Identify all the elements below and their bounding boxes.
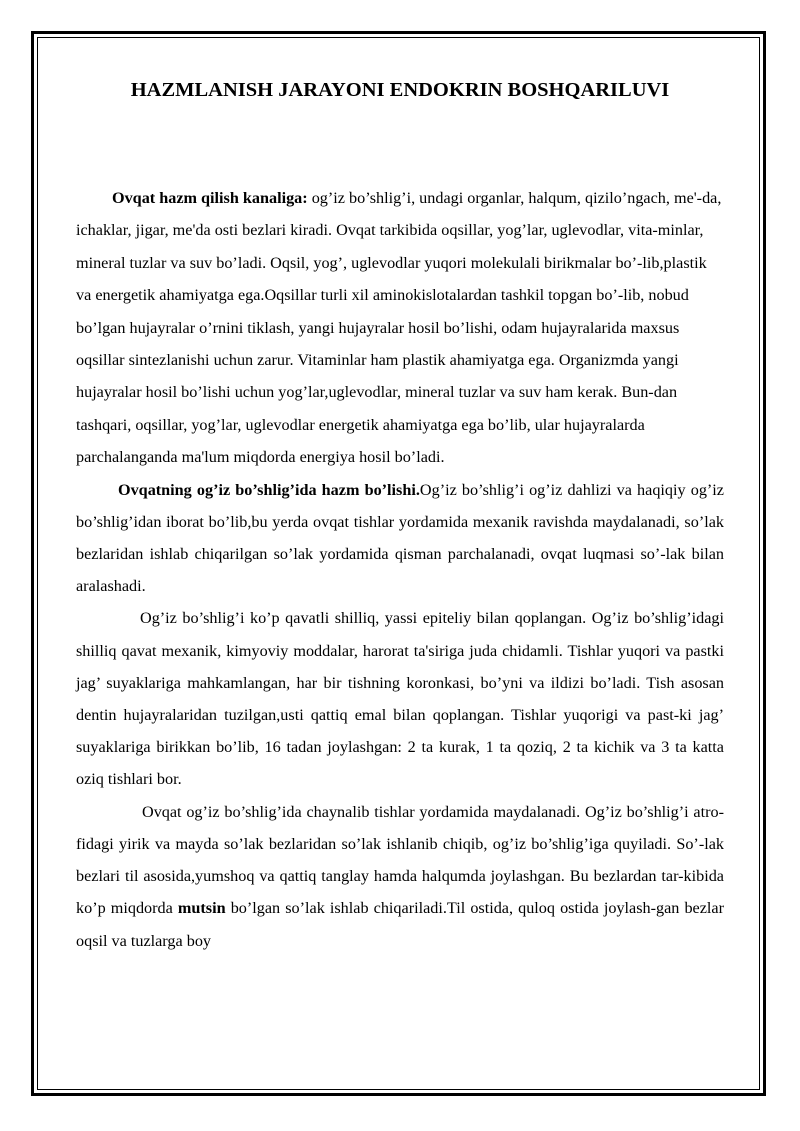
paragraph-text: Ovqat og’iz bo’shlig’ida chaynalib tishlar yordamida maydalanadi. Og’iz bo’shlig’i atro-fidagi yirik va mayda so’lak bezlaridan so’lak ishlanib chiqib, og’iz bo’shlig’iga quyiladi. So’-lak bezlari til asosida,yumshoq va qattiq tanglay hamda halqumda joylashgan. Bu bezlardan tar-kibida ko’p miqdorda bbox=[76, 802, 724, 918]
paragraph-oral-digestion bbox=[76, 474, 724, 603]
paragraph-text: bo’lgan so’lak ishlab chiqariladi.Til ostida, quloq ostida joylash-gan bezlar oqsil va tuzlarga boy bbox=[76, 899, 724, 950]
paragraph-chewing bbox=[76, 796, 724, 957]
document-body bbox=[76, 76, 724, 957]
paragraph-oral-cavity bbox=[76, 602, 724, 795]
paragraph-lead: Ovqat hazm qilish kanaliga: bbox=[112, 189, 308, 207]
paragraph-digestive-canal bbox=[76, 182, 724, 474]
paragraph-text: og’iz bo’shlig’i, undagi organlar, halqum, qizilo’ngach, me'-da, ichaklar, jigar, me'da osti bezlari kiradi. Ovqat tarkibida oqsillar, yog’lar, uglevodlar, vita-minlar, mineral tuzlar va suv bo’ladi. Oqsil, yog’, uglevodlar yuqori molekulali birikmalar bo’-lib,plastik va energetik ahamiyatga ega.Oqsillar turli xil aminokislotalardan tashkil topgan bo’-lib, nobud bo’lgan hujayralar o’rnini tiklash, yangi hujayralar hosil bo’lishi, odam hujayralarida maxsus oqsillar sintezlanishi uchun zarur. Vitaminlar ham plastik ahamiyatga ega. Organizmda yangi hujayralar hosil bo’lishi uchun yog’lar,uglevodlar, mineral tuzlar va suv ham kerak. Bun-dan tashqari, oqsillar, yog’lar, uglevodlar energetik ahamiyatga ega bo’lib, ular hujayralarda parchalanganda ma'lum miqdorda energiya hosil bo’ladi. bbox=[76, 189, 722, 467]
paragraph-text: Og’iz bo’shlig’i ko’p qavatli shilliq, yassi epiteliy bilan qoplangan. Og’iz bo’shlig’idagi shilliq qavat mexanik, kimyoviy moddalar, harorat ta'siriga juda chidamli. Tishlar yuqori va pastki jag’ suyaklariga mahkamlangan, har bir tishning koronkasi, bo’yni va ildizi bo’ladi. Tish asosan dentin hujayralaridan tuzilgan,usti qattiq emal bilan qoplangan. Tishlar yuqorigi va past-ki jag’ suyaklariga birikkan bo’lib, 16 tadan joylashgan: 2 ta kurak, 1 ta qoziq, 2 ta kichik va 3 ta katta oziq tishlari bor. bbox=[76, 609, 724, 789]
bold-term-mutsin: mutsin bbox=[177, 899, 226, 918]
document-title: HAZMLANISH JARAYONI ENDOKRIN BOSHQARILUVI bbox=[130, 79, 670, 101]
paragraph-lead: Ovqatning og’iz bo’shlig’ida hazm bo’lishi. bbox=[118, 480, 420, 499]
paragraph-text: Og’iz bo’shlig’i og’iz dahlizi va haqiqiy og’iz bo’shlig’idan iborat bo’lib,bu yerda ovqat tishlar yordamida mexanik ravishda maydalanadi, so’lak bezlaridan ishlab chiqarilgan so’lak yordamida qisman parchalanadi, ovqat luqmasi so’-lak bilan aralashadi. bbox=[76, 480, 724, 596]
